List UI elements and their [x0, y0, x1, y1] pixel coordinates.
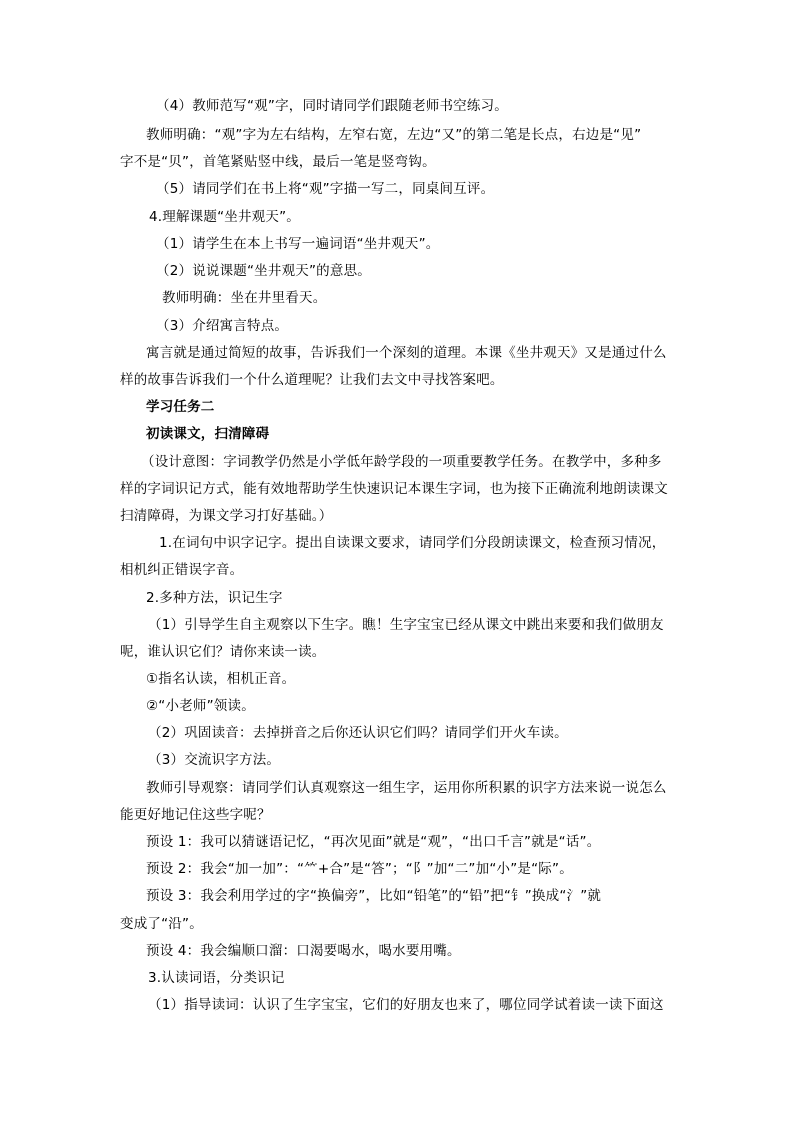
paragraph-line: 寓言就是通过简短的故事，告诉我们一个深刻的道理。本课《坐井观天》又是通过什么 — [146, 345, 667, 361]
paragraph-line: 预设 4：我会编顺口溜：口渴要喝水，喝水要用嘴。 — [146, 943, 461, 959]
section-heading: 4.理解课题“坐井观天”。 — [149, 209, 300, 225]
paragraph-line: 预设 1：我可以猜谜语记忆，“再次见面”就是“观”，“出口千言”就是“话”。 — [146, 834, 601, 850]
paragraph-line: 能更好地记住这些字呢？ — [120, 807, 271, 823]
paragraph-line: （设计意图：字词教学仍然是小学低年龄学段的一项重要教学任务。在教学中，多种多 — [141, 454, 662, 470]
paragraph-line: 样的字词识记方式，能有效地帮助学生快速识记本课生字词，也为接下正确流利地朗读课文 — [120, 481, 668, 497]
section-heading: 3.认读词语，分类识记 — [148, 970, 285, 986]
paragraph-line: 相机纠正错误字音。 — [120, 562, 244, 578]
paragraph-line: （4）教师范写“观”字，同时请同学们跟随老师书空练习。 — [156, 98, 508, 114]
paragraph-line: 教师明确：坐在井里看天。 — [162, 290, 327, 306]
section-heading: 1.在词句中识字记字。提出自读课文要求，请同学们分段朗读课文，检查预习情况， — [159, 535, 666, 551]
paragraph-line: ②“小老师”领读。 — [146, 698, 255, 714]
task-subheading: 初读课文，扫清障碍 — [146, 426, 270, 442]
paragraph-line: 预设 2：我会“加一加”：“⺮+合”是“答”；“阝”加“二”加“小”是“际”。 — [146, 861, 573, 877]
paragraph-line: 样的故事告诉我们一个什么道理呢？让我们去文中寻找答案吧。 — [120, 372, 504, 388]
paragraph-line: ①指名认读，相机正音。 — [146, 671, 296, 687]
paragraph-line: （1）引导学生自主观察以下生字。瞧！生字宝宝已经从课文中跳出来要和我们做朋友 — [148, 617, 664, 633]
paragraph-line: 教师明确：“观”字为左右结构，左窄右宽，左边“又”的第二笔是长点，右边是“见” — [146, 127, 642, 143]
paragraph-line: 教师引导观察：请同学们认真观察这一组生字，运用你所积累的识字方法来说一说怎么 — [146, 780, 667, 796]
paragraph-line: 呢，谁认识它们？请你来读一读。 — [120, 644, 326, 660]
paragraph-line: 变成了“沿”。 — [120, 916, 203, 932]
paragraph-line: 扫清障碍，为课文学习打好基础。） — [120, 508, 333, 524]
task-heading: 学习任务二 — [146, 399, 215, 415]
section-heading: 2.多种方法，识记生字 — [146, 590, 283, 606]
paragraph-line: （3）介绍寓言特点。 — [156, 318, 289, 334]
paragraph-line: （1）请学生在本上书写一遍词语“坐井观天”。 — [156, 236, 440, 252]
paragraph-line: 预设 3：我会利用学过的字“换偏旁”，比如“铅笔”的“铅”把“钅”换成“氵”就 — [146, 888, 602, 904]
paragraph-line: （2）巩固读音：去掉拼音之后你还认识它们吗？请同学们开火车读。 — [148, 725, 568, 741]
paragraph-line: 字不是“贝”，首笔紧贴竖中线，最后一笔是竖弯钩。 — [120, 154, 436, 170]
paragraph-line: （5）请同学们在书上将“观”字描一写二，同桌间互评。 — [156, 181, 495, 197]
paragraph-line: （3）交流识字方法。 — [148, 752, 281, 768]
paragraph-line: （1）指导读词：认识了生字宝宝，它们的好朋友也来了，哪位同学试着读一读下面这 — [148, 997, 664, 1013]
paragraph-line: （2）说说课题“坐井观天”的意思。 — [156, 263, 371, 279]
